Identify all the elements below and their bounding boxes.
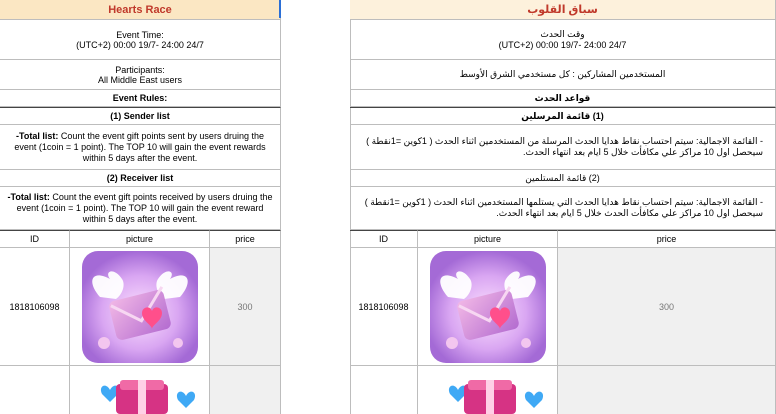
table-row-price-en-2[interactable]: [210, 366, 281, 414]
receiver-total-label: -Total list:: [7, 191, 50, 202]
table-row-picture-ar-2[interactable]: [418, 366, 558, 414]
event-rules-heading-ar: قواعد الحدث: [534, 92, 591, 103]
table-row-id-en[interactable]: [0, 248, 70, 366]
table-header-picture-en[interactable]: [70, 230, 210, 248]
receiver-list-cell-en[interactable]: [0, 170, 281, 187]
winged-heart-envelope-icon: [82, 251, 198, 363]
page-title: Hearts Race: [108, 3, 172, 16]
table-header-price-en[interactable]: [210, 230, 281, 248]
table-row-id-en-2[interactable]: [0, 366, 70, 414]
table-row-picture-en[interactable]: [70, 248, 210, 366]
event-time-label-ar: وقت الحدث: [540, 29, 585, 39]
participants-value: All Middle East users: [97, 74, 183, 85]
header-price-label-ar: price: [656, 234, 677, 244]
event-rules-cell-en[interactable]: [0, 90, 281, 107]
title-cell-en[interactable]: [0, 0, 281, 20]
event-time-value: (UTC+2) 00:00 19/7- 24:00 24/7: [76, 39, 204, 50]
table-header-id-ar[interactable]: [350, 230, 418, 248]
receiver-rules-cell-ar[interactable]: [350, 187, 776, 230]
sender-rules-text-ar: - القائمة الاجمالية: سيتم احتساب نقاط هدايا الحدث المرسلة من المستخدمين اثناء الحدث ( 1كوين =1نقطة ) سيحصل اول 10 مراكز علي مكافأت خلال 5 ايام بعد انتهاء الحدث.: [366, 136, 763, 157]
table-row-picture-en-2[interactable]: [70, 366, 210, 414]
header-id-label-ar: ID: [379, 234, 388, 244]
sender-list-heading: (1) Sender list: [110, 111, 170, 121]
table-row-picture-ar[interactable]: [418, 248, 558, 366]
table-header-picture-ar[interactable]: [418, 230, 558, 248]
spacer-column: [280, 0, 351, 414]
event-time-cell-en[interactable]: [0, 20, 281, 60]
row-id-value-ar: 1818106098: [358, 301, 409, 312]
page-title-ar: سباق القلوب: [527, 4, 598, 16]
header-price-label: price: [235, 234, 255, 244]
table-row-id-ar-2[interactable]: [350, 366, 418, 414]
table-row-id-ar[interactable]: [350, 248, 418, 366]
sender-total-label: -Total list:: [16, 130, 59, 141]
header-picture-label: picture: [125, 234, 153, 244]
receiver-rules-text: [4, 192, 276, 225]
title-cell-ar[interactable]: [350, 0, 776, 20]
participants-text-ar: المستخدمين المشاركين : كل مستخدمي الشرق الأوسط: [459, 69, 666, 79]
event-time-label: Event Time:: [116, 29, 164, 40]
sender-list-heading-ar: (1) قائمة المرسلين: [521, 110, 604, 121]
cell-selection-marker: [279, 0, 281, 18]
sender-total-text: Count the event gift points sent by users druing the event (1coin = 1 point). The TOP 10 will gain the event rewards within 5 days after the event.: [14, 130, 266, 163]
receiver-list-cell-ar[interactable]: [350, 170, 776, 187]
sender-rules-cell-ar[interactable]: [350, 125, 776, 170]
sender-rules-text: [4, 131, 276, 164]
event-time-cell-ar[interactable]: [350, 20, 776, 60]
receiver-total-text: Count the event gift points received by users druing the event (1coin = 1 point). The TOP 10 will gain the event reward within 5 days after the event.: [16, 191, 273, 224]
table-header-id-en[interactable]: [0, 230, 70, 248]
heart-gift-box-icon: [82, 366, 198, 414]
table-row-price-ar[interactable]: [558, 248, 776, 366]
sender-rules-cell-en[interactable]: [0, 125, 281, 170]
winged-heart-envelope-icon: [430, 251, 546, 363]
sender-list-cell-en[interactable]: [0, 107, 281, 125]
receiver-rules-text-ar: - القائمة الاجمالية: سيتم احتساب نقاط هدايا الحدث التي يستلمها المستخدمين اثناء الحدث ( 1كوين =1نقطة ) سيحصل اول 10 مراكز علي مكافأت الحدث خلال 5 ايام بعد انتهاء الحدث.: [364, 197, 763, 218]
header-id-label: ID: [30, 234, 39, 244]
table-row-price-en[interactable]: [210, 248, 281, 366]
sender-list-cell-ar[interactable]: [350, 107, 776, 125]
row-id-value: 1818106098: [9, 301, 60, 312]
event-rules-cell-ar[interactable]: [350, 90, 776, 107]
receiver-list-heading-ar: (2) قائمة المستلمين: [525, 172, 600, 183]
row-price-value-ar: 300: [658, 301, 675, 312]
heart-gift-box-icon: [430, 366, 546, 414]
event-time-value-ar: (UTC+2) 00:00 19/7- 24:00 24/7: [498, 40, 627, 50]
receiver-rules-cell-en[interactable]: [0, 187, 281, 230]
table-row-price-ar-2[interactable]: [558, 366, 776, 414]
table-header-price-ar[interactable]: [558, 230, 776, 248]
participants-label: Participants:: [115, 64, 165, 75]
participants-cell-ar[interactable]: [350, 60, 776, 90]
row-price-value: 300: [237, 301, 253, 312]
event-rules-heading: Event Rules:: [112, 93, 168, 103]
participants-cell-en[interactable]: [0, 60, 281, 90]
receiver-list-heading: (2) Receiver list: [106, 173, 174, 183]
header-picture-label-ar: picture: [473, 234, 501, 244]
